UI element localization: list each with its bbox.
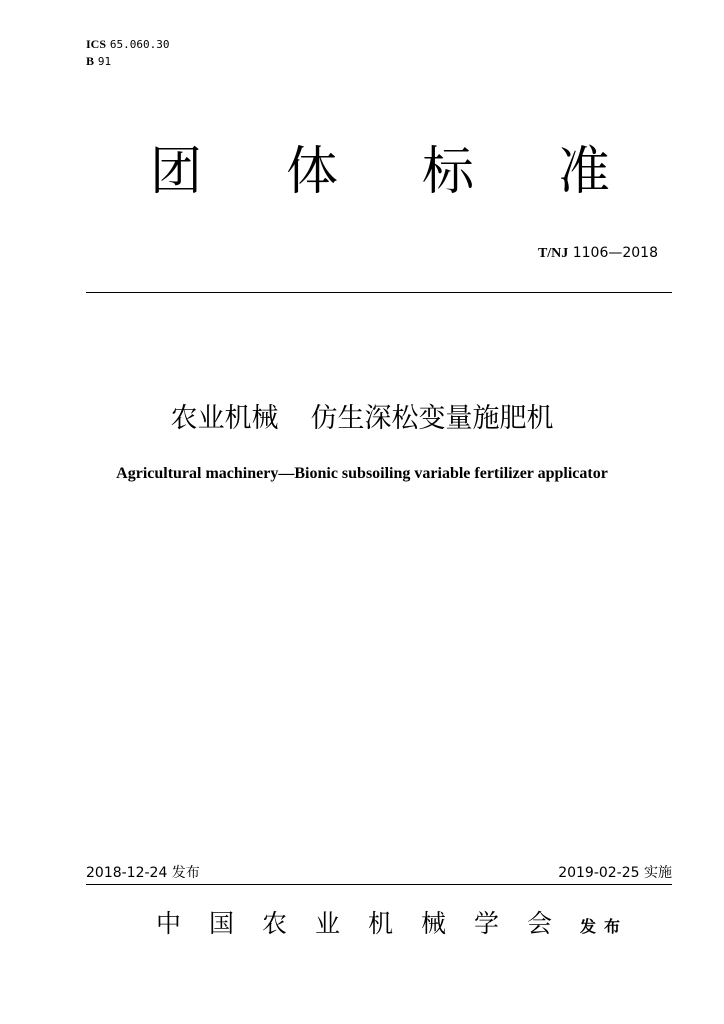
standard-code: T/NJ [537,246,569,261]
ics-line [86,36,169,53]
publish-label: 发布 [580,917,629,936]
chinese-title [0,402,724,436]
doc-type-char: 体 [285,142,338,202]
standard-number-value: 1106—2018 [572,245,658,261]
ccs-value: 91 [97,55,112,68]
chinese-title-part2: 仿生深松变量施肥机 [310,403,554,434]
ics-value: 65.060.30 [109,38,170,51]
publisher-line [156,906,628,945]
ccs-label: B [86,54,95,68]
chinese-title-part1: 农业机械 [170,403,279,434]
bottom-divider [86,884,672,885]
classification-block [86,36,169,70]
doc-type-char: 准 [557,142,610,202]
english-title: Agricultural machinery—Bionic subsoiling variable fertilizer applicator [116,465,608,482]
top-divider [86,292,672,293]
ccs-line [86,53,169,70]
standard-number [538,245,658,262]
ics-label: ICS [86,37,107,51]
publisher-name: 中国农业机械学会 [156,909,581,938]
document-type-heading [150,140,610,204]
issue-date: 2018-12-24 发布 [86,865,200,881]
implementation-date: 2019-02-25 实施 [558,865,672,881]
doc-type-char: 团 [150,142,203,202]
doc-type-char: 标 [421,142,474,202]
